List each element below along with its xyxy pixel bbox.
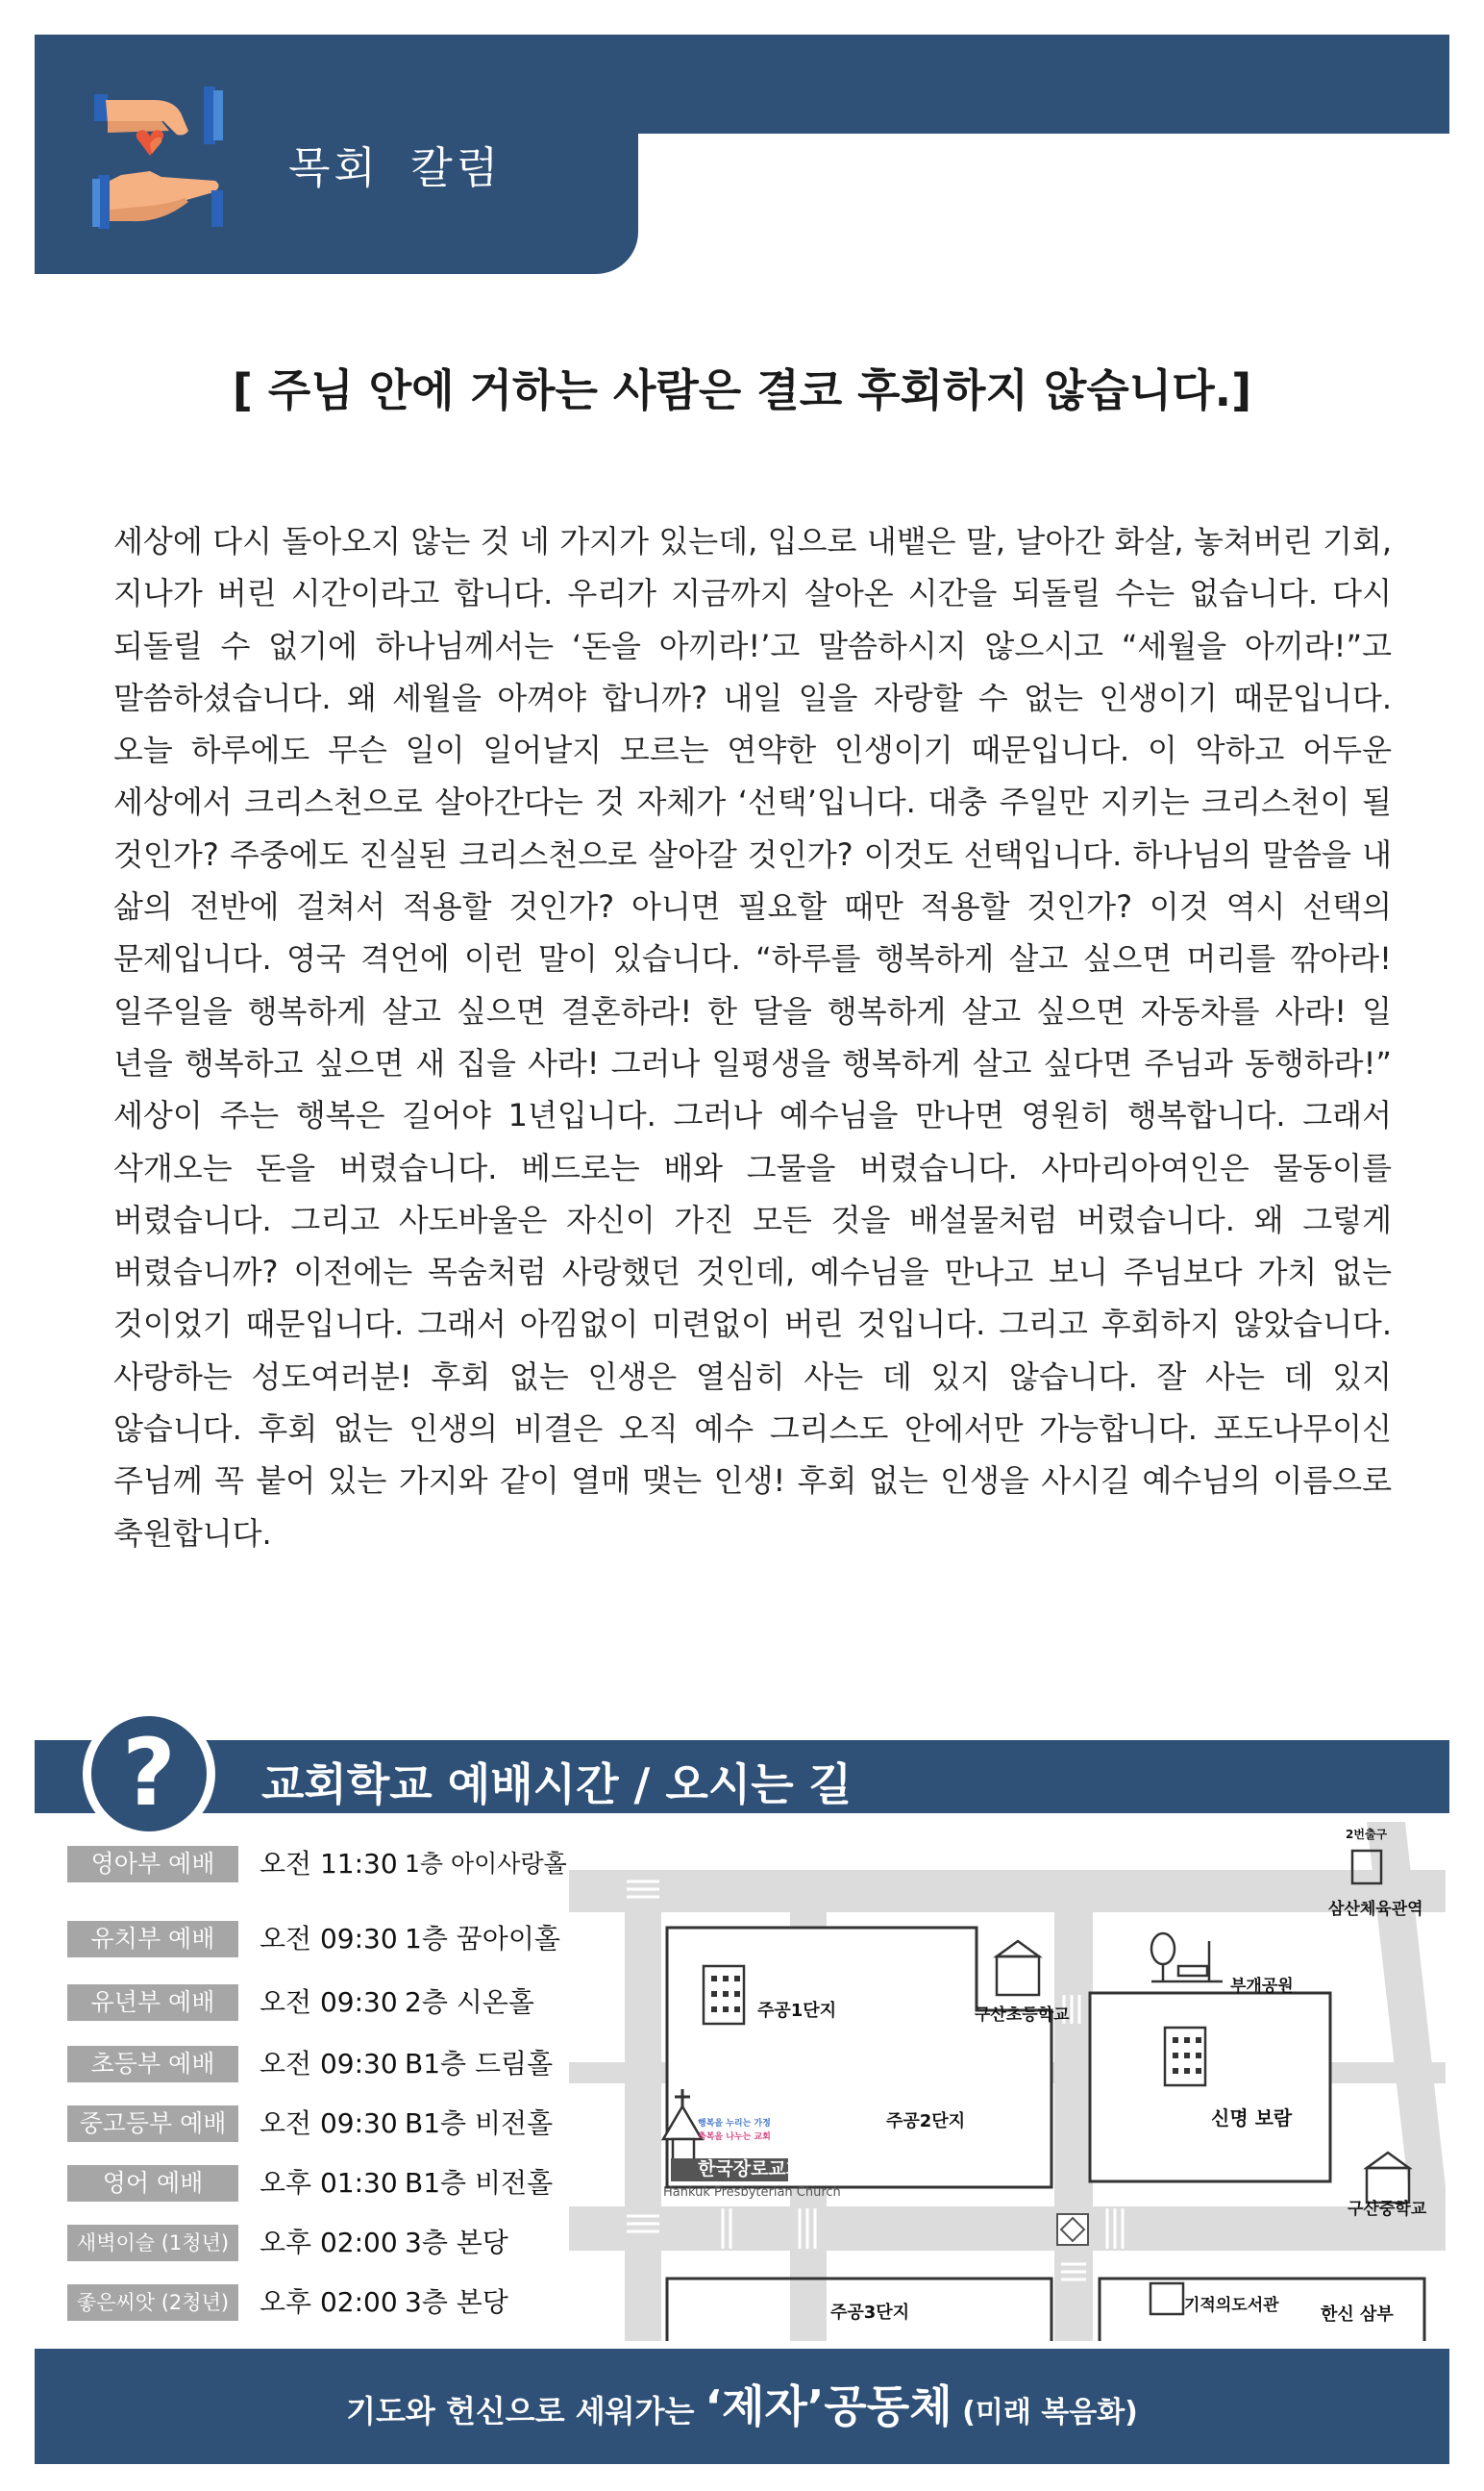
schedule-place: 3층 본당 <box>405 2227 508 2258</box>
road-left <box>625 1870 661 2341</box>
map-label-apt2: 주공2단지 <box>886 2111 966 2131</box>
schedule-place: 1층 아이사랑홀 <box>405 1850 567 1878</box>
schedule-label: 좋은씨앗 (2청년) <box>67 2284 238 2321</box>
map-label-elementary-school: 구산초등학교 <box>975 2005 1070 2025</box>
road-top <box>569 1870 1446 1912</box>
location-map <box>569 1822 1446 2341</box>
question-mark-icon: ? <box>83 1707 215 1840</box>
schedule-label: 영아부 예배 <box>67 1846 238 1882</box>
map-label-apt3: 주공3단지 <box>830 2303 910 2323</box>
school-icon-1 <box>997 1956 1039 1995</box>
schedule-label: 초등부 예배 <box>67 2046 238 2082</box>
article-body: 세상에 다시 돌아오지 않는 것 네 가지가 있는데, 입으로 내뱉은 말, 날아간 화살, 놓쳐버린 기회, 지나가 버린 시간이라고 합니다. 우리가 지금까지 살아온 시간을 되돌릴 수는 없습니다. 다시 되돌릴 수 없기에 하나님께서는 ‘돈을 아끼라!’고 말씀하시지 않으시고 “세월을 아끼라!”고 말씀하셨습니다. 왜 세월을 아껴야 합니까? 내일 일을 자랑할 수 없는 인생이기 때문입니다. 오늘 하루에도 무슨 일이 일어날지 모르는 연약한 인생이기 때문입니다. 이 악하고 어두운 세상에서 크리스천으로 살아간다는 것 자체가 ‘선택’입니다. 대충 주일만 지키는 크리스천이 될 것인가? 주중에도 진실된 크리스천으로 살아갈 것인가? 이것도 선택입니다. 하나님의 말씀을 내 삶의 전반에 걸쳐서 적용할 것인가? 아니면 필요할 때만 적용할 것인가? 이것 역시 선택의 문제입니다. 영국 격언에 이런 말이 있습니다. “하루를 행복하게 살고 싶으면 머리를 깎아라! 일주일을 행복하게 살고 싶으면 결혼하라! 한 달을 행복하게 살고 싶으면 자동차를 사라! 일 년을 행복하고 싶으면 새 집을 사라! 그러나 일평생을 행복하게 살고 싶다면 주님과 동행하라!” 세상이 주는 행복은 길어야 1년입니다. 그러나 예수님을 만나면 영원히 행복합니다. 그래서 삭개오는 돈을 버렸습니다. 베드로는 배와 그물을 버렸습니다. 사마리아여인은 물동이를 버렸습니다. 그리고 사도바울은 자신이 가진 모든 것을 배설물처럼 버렸습니다. 왜 그렇게 버렸습니까? 이전에는 목숨처럼 사랑했던 것인데, 예수님을 만나고 보니 주님보다 가치 없는 것이었기 때문입니다. 그래서 아낌없이 미련없이 버린 것입니다. 그리고 후회하지 않았습니다. 사랑하는 성도여러분! 후회 없는 인생은 열심히 사는 데 있지 않습니다. 잘 사는 데 있지 않습니다. 후회 없는 인생의 비결은 오직 예수 그리스도 안에서만 가능합니다. 포도나무이신 주님께 꼭 붙어 있는 가지와 같이 열매 맺는 인생! 후회 없는 인생을 사시길 예수님의 이름으로 축원합니다. <box>113 523 1392 1552</box>
schedule-place: B1층 비전홀 <box>405 2107 554 2139</box>
school-roof-2 <box>1367 2153 1409 2168</box>
schedule-time: 오전 11:30 <box>260 1848 398 1880</box>
map-label-samboo: 한신 삼부 <box>1321 2304 1394 2325</box>
schedule-time: 오후 02:00 <box>260 2286 398 2318</box>
map-label-library: 기적의도서관 <box>1184 2296 1279 2315</box>
map-label-slogan-2: 축복을 나누는 교회 <box>698 2132 771 2142</box>
park-icon <box>1151 1933 1223 1981</box>
school-roof-1 <box>997 1941 1039 1956</box>
schedule-place: B1층 드림홀 <box>405 2048 554 2080</box>
schedule-label: 중고등부 예배 <box>67 2105 238 2142</box>
schedule-label: 새벽이슬 (1청년) <box>67 2225 238 2261</box>
schedule-time: 오전 09:30 <box>260 1923 398 1955</box>
article-title: [ 주님 안에 거하는 사람은 결코 후회하지 않습니다.] <box>232 364 1252 416</box>
footer-prefix: 기도와 헌신으로 세워가는 <box>346 2393 705 2429</box>
map-roads <box>569 1822 1446 2341</box>
map-label-church-en: Hankuk Presbyterian Church <box>663 2185 841 2200</box>
map-label-gym: 삼산체육관역 <box>1328 1900 1423 1919</box>
section-title: 교회학교 예배시간 / 오시는 길 <box>261 1758 853 1810</box>
footer-middle: 공동체 <box>824 2380 952 2432</box>
map-label-sinmyeong: 신명 보람 <box>1211 2106 1293 2130</box>
library-icon <box>1150 2283 1183 2314</box>
crossroad-marker <box>1057 2214 1088 2245</box>
schedule-time: 오전 09:30 <box>260 1986 398 2018</box>
footer-bar <box>35 2349 1449 2464</box>
schedule-time: 오전 09:30 <box>260 2107 398 2139</box>
schedule-label: 유치부 예배 <box>67 1921 238 1957</box>
map-label-slogan-1: 행복을 누리는 가정 <box>698 2119 771 2129</box>
schedule-place: 2층 시온홀 <box>405 1986 534 2018</box>
schedule-time: 오후 02:00 <box>260 2227 398 2258</box>
schedule-time: 오전 09:30 <box>260 2048 398 2080</box>
footer-highlight: ‘제자’ <box>705 2380 825 2432</box>
schedule-place: 3층 본당 <box>405 2286 508 2318</box>
road-bottom <box>569 2206 1446 2251</box>
block-sinmyeong <box>1090 1993 1330 2181</box>
footer-suffix: (미래 복음화) <box>952 2396 1138 2429</box>
schedule-time: 오후 01:30 <box>260 2167 398 2199</box>
schedule-label: 유년부 예배 <box>67 1984 238 2021</box>
page-title: 목회 칼럼 <box>288 142 503 193</box>
schedule-place: 1층 꿈아이홀 <box>405 1923 560 1955</box>
map-label-park: 부개공원 <box>1230 1977 1294 1996</box>
map-label-church: 한국장로교회 <box>698 2158 804 2180</box>
map-label-exit: 2번출구 <box>1346 1828 1388 1841</box>
map-label-middle-school: 구산중학교 <box>1348 2200 1427 2219</box>
hands-holding-heart-icon <box>92 87 229 231</box>
schedule-place: B1층 비전홀 <box>405 2167 554 2199</box>
map-label-apt1: 주공1단지 <box>757 2001 837 2021</box>
schedule-label: 영어 예배 <box>67 2165 238 2202</box>
